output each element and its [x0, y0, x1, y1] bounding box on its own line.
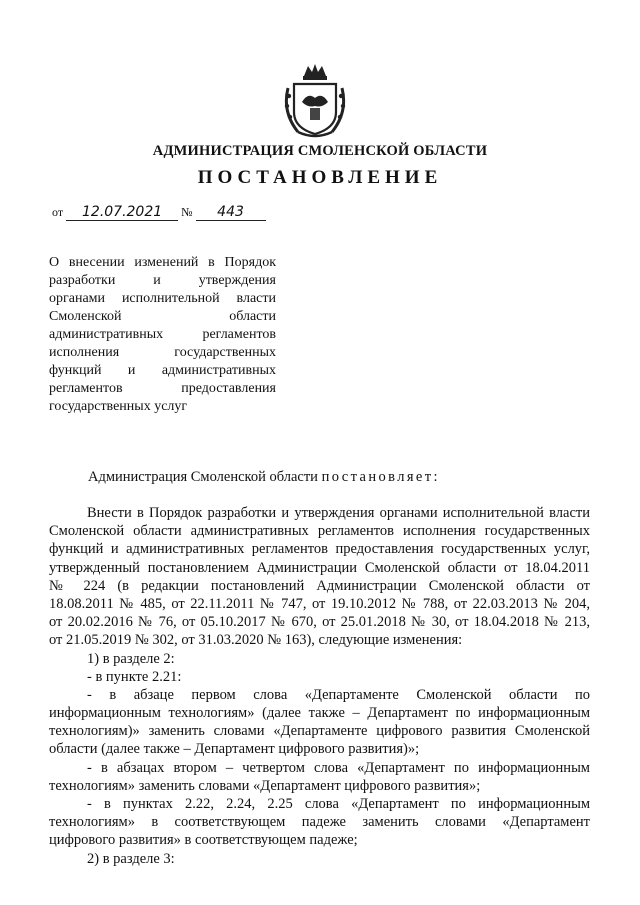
body-line: информационным технологиям» (далее также – Департамент по информационным	[49, 705, 590, 722]
subject-line: О внесении изменений в Порядок	[49, 255, 276, 270]
body-line: - в пунктах 2.22, 2.24, 2.25 слова «Департамент по информационным	[87, 796, 590, 812]
body-line: от 21.05.2019 № 302, от 31.03.2020 № 163), следующие изменения:	[49, 632, 463, 649]
body-line: технологиям» заменить словами «Департамент цифрового развития»;	[49, 777, 481, 794]
organization-title: АДМИНИСТРАЦИЯ СМОЛЕНСКОЙ ОБЛАСТИ	[152, 143, 488, 159]
body-line: - в пункте 2.21:	[87, 668, 182, 685]
document-type-title: ПОСТАНОВЛЕНИЕ	[197, 167, 443, 188]
subject-line: государственных услуг	[49, 399, 188, 414]
body-line: цифрового развития» в соответствующем падеже;	[49, 832, 358, 849]
date-prefix: от	[52, 205, 64, 219]
number-prefix: №	[181, 205, 193, 219]
body-line: 18.08.2011 № 485, от 22.11.2011 № 747, от 19.10.2012 № 788, от 22.03.2013 № 204,	[49, 595, 590, 612]
body-line: 2) в разделе 3:	[87, 850, 175, 867]
body-line: области (далее также – Департамент цифрового развития)»;	[49, 741, 420, 758]
body-line: технологиям)» заменить словами «Департаменте цифрового развития Смоленской	[49, 723, 590, 740]
body-line: от 20.02.2016 № 76, от 05.10.2017 № 670, от 25.01.2018 № 30, от 18.04.2018 № 213,	[49, 614, 590, 631]
date-number-line	[52, 204, 266, 221]
body-line: 1) в разделе 2:	[87, 650, 175, 667]
document-number: 443	[196, 204, 266, 221]
body-line: Смоленской области административных регламентов исполнения государственных	[49, 523, 590, 540]
body-line: технологиям» в соответствующем падеже заменить словами «Департамент	[49, 814, 590, 831]
document-subject	[49, 254, 276, 416]
preamble-action: постановляет:	[321, 469, 440, 485]
subject-line: функций и административных	[49, 363, 276, 378]
body-line: утвержденный постановлением Администрации Смоленской области от 18.04.2011	[49, 559, 590, 576]
document-body	[49, 504, 590, 868]
body-line: - в абзацах втором – четвертом слова «Департамент по информационным	[87, 759, 590, 776]
subject-line: административных регламентов	[49, 327, 276, 342]
preamble	[88, 469, 440, 486]
subject-line: органами исполнительной власти	[49, 291, 276, 306]
body-line: № 224 (в редакции постановлений Администрации Смоленской области от	[49, 577, 590, 594]
document-date: 12.07.2021	[66, 204, 178, 221]
subject-line: регламентов предоставления	[49, 381, 276, 396]
body-line: функций и административных регламентов предоставления государственных услуг,	[49, 541, 590, 558]
subject-line: Смоленской области	[49, 309, 276, 324]
body-line: - в абзаце первом слова «Департаменте Смоленской области по	[87, 686, 590, 703]
body-line: Внести в Порядок разработки и утверждения органами исполнительной власти	[87, 505, 590, 521]
subject-line: разработки и утверждения	[49, 273, 276, 288]
coat-of-arms-emblem	[280, 62, 350, 140]
subject-line: исполнения государственных	[49, 345, 276, 360]
preamble-text: Администрация Смоленской области	[88, 469, 318, 485]
